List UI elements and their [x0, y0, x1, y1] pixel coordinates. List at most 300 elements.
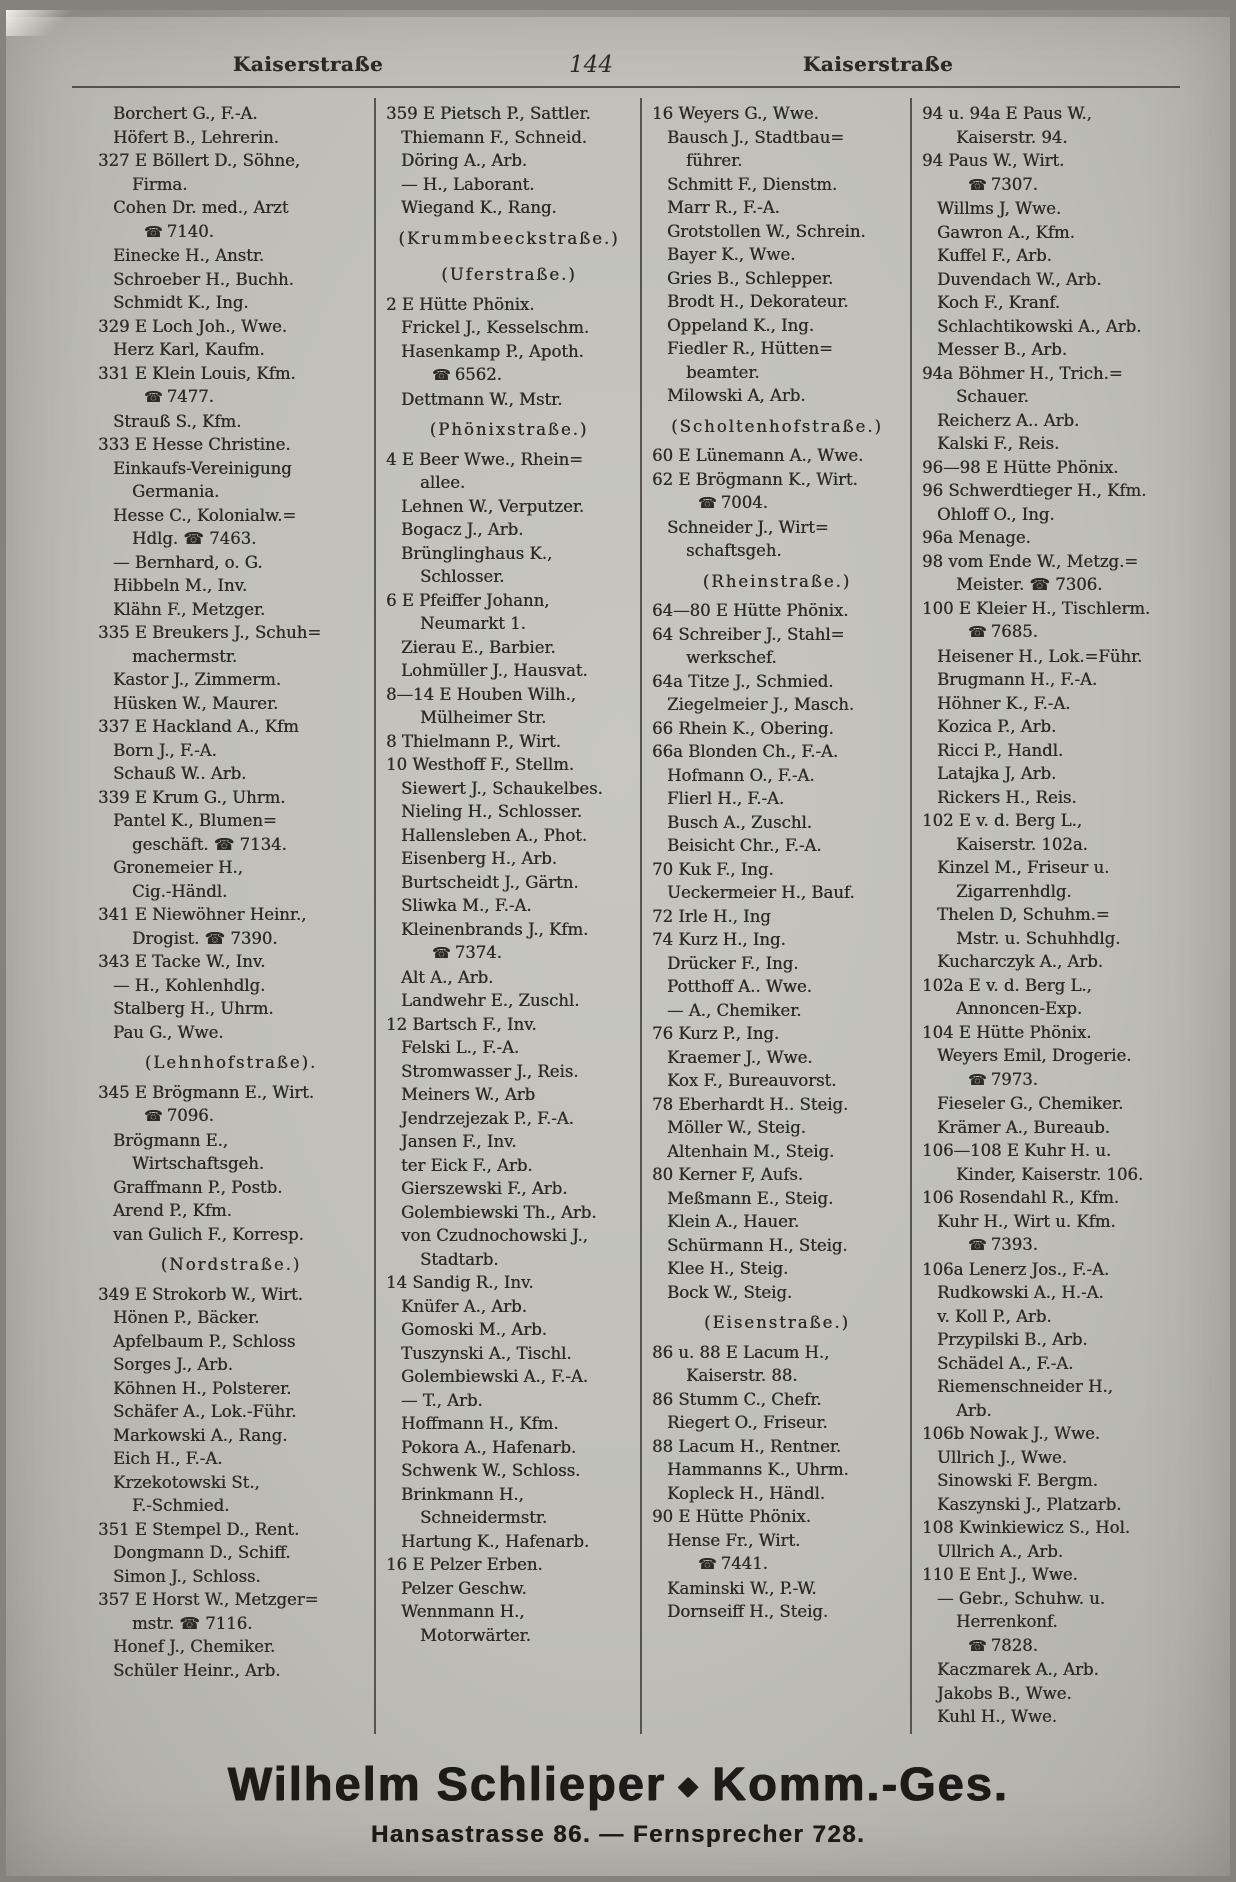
- directory-entry: Ueckermeier H., Bauf.: [667, 883, 855, 902]
- entry-continuation: Germania.: [132, 482, 220, 501]
- entry-continuation: Arb.: [956, 1400, 992, 1420]
- directory-entry: — Gebr., Schuhw. u.: [937, 1588, 1106, 1608]
- directory-entry: Pelzer Geschw.: [401, 1578, 527, 1598]
- directory-entry: 16 Weyers G., Wwe.: [652, 104, 819, 123]
- directory-column-3: [652, 102, 902, 1624]
- directory-entry: Golembiewski A., F.-A.: [401, 1367, 589, 1386]
- directory-entry: Fieseler G., Chemiker.: [937, 1094, 1124, 1113]
- directory-entry: Weyers Emil, Drogerie.: [937, 1046, 1132, 1065]
- directory-entry: Einecke H., Anstr.: [113, 246, 265, 265]
- directory-entry: Felski L., F.-A.: [401, 1038, 520, 1057]
- directory-entry: Kox F., Bureauvorst.: [667, 1071, 837, 1090]
- directory-entry: Siewert J., Schaukelbes.: [401, 778, 603, 798]
- directory-entry: Stalberg H., Uhrm.: [113, 999, 274, 1018]
- page-number: 144: [569, 52, 613, 78]
- advertisement: [6, 1756, 1230, 1849]
- phone-line: [98, 1104, 364, 1129]
- scanned-page: [6, 10, 1230, 1876]
- directory-entry: Hallensleben A., Phot.: [401, 825, 588, 845]
- header-street-left: Kaiserstraße: [232, 52, 384, 76]
- directory-entry: 94a Böhmer H., Trich.=: [922, 363, 1123, 383]
- directory-entry: 8—14 E Houben Wilh.,: [386, 684, 577, 704]
- directory-entry: Oppeland K., Ing.: [667, 315, 814, 335]
- directory-entry: 64—80 E Hütte Phönix.: [652, 601, 849, 620]
- directory-entry: Krämer A., Bureaub.: [937, 1117, 1110, 1137]
- entry-continuation: mstr. ☎ 7116.: [132, 1613, 253, 1633]
- directory-entry: Lohmüller J., Hausvat.: [401, 661, 588, 680]
- phone-number: 7096.: [166, 1106, 214, 1125]
- entry-continuation: Wirtschaftsgeh.: [132, 1154, 265, 1173]
- directory-entry: Jendrzejezak P., F.-A.: [401, 1108, 574, 1128]
- directory-columns: [6, 98, 1230, 1738]
- directory-entry: Borchert G., F.-A.: [113, 104, 258, 123]
- phone-number: 6562.: [454, 365, 502, 384]
- directory-entry: Hammanns K., Uhrm.: [667, 1460, 849, 1479]
- directory-entry: von Czudnochowski J.,: [401, 1226, 588, 1245]
- directory-entry: — T., Arb.: [401, 1390, 483, 1410]
- telephone-icon: ☎: [144, 1107, 163, 1125]
- directory-entry: Arend P., Kfm.: [113, 1201, 232, 1220]
- entry-continuation: Kaiserstr. 102a.: [956, 834, 1088, 854]
- directory-entry: — H., Laborant.: [401, 174, 535, 194]
- ad-address-line: Hansastrasse 86. — Fernsprecher 728.: [370, 1821, 866, 1848]
- directory-entry: Busch A., Zuschl.: [667, 812, 812, 832]
- directory-entry: Altenhain M., Steig.: [667, 1141, 835, 1161]
- header-rule: [72, 86, 1180, 88]
- phone-line: [386, 363, 632, 388]
- directory-entry: Sinowski F. Bergm.: [937, 1471, 1098, 1490]
- entry-continuation: Firma.: [132, 174, 188, 194]
- street-heading: (Rheinstraße.): [702, 571, 852, 591]
- directory-entry: Hoffmann H., Kfm.: [401, 1414, 559, 1433]
- entry-continuation: Cig.-Händl.: [132, 881, 228, 901]
- directory-entry: Riegert O., Friseur.: [667, 1413, 828, 1432]
- directory-entry: Brögmann E.,: [113, 1130, 229, 1150]
- telephone-icon: ☎: [968, 175, 987, 194]
- directory-entry: Kastor J., Zimmerm.: [113, 670, 281, 689]
- street-heading: (Phönixstraße.): [429, 420, 589, 439]
- directory-entry: Beisicht Chr., F.-A.: [667, 836, 822, 855]
- entry-continuation: Neumarkt 1.: [420, 614, 526, 633]
- directory-entry: Schroeber H., Buchh.: [113, 269, 294, 289]
- directory-entry: Ohloff O., Ing.: [937, 504, 1055, 524]
- directory-entry: Jakobs B., Wwe.: [937, 1683, 1072, 1703]
- street-heading: (Lehnhofstraße).: [144, 1053, 318, 1072]
- directory-entry: 341 E Niewöhner Heinr.,: [98, 905, 307, 924]
- directory-entry: 345 E Brögmann E., Wirt.: [98, 1082, 315, 1102]
- directory-entry: 100 E Kleier H., Tischlerm.: [922, 598, 1151, 618]
- directory-entry: Schneider J., Wirt=: [667, 517, 829, 537]
- directory-entry: Dornseiff H., Steig.: [667, 1602, 829, 1621]
- telephone-icon: ☎: [698, 494, 717, 512]
- directory-entry: 12 Bartsch F., Inv.: [386, 1014, 537, 1034]
- directory-entry: Gawron A., Kfm.: [937, 222, 1075, 242]
- directory-entry: Jansen F., Inv.: [401, 1132, 517, 1151]
- directory-entry: 70 Kuk F., Ing.: [652, 859, 774, 879]
- entry-continuation: Kaiserstr. 94.: [956, 127, 1068, 147]
- directory-entry: 10 Westhoff F., Stellm.: [386, 755, 575, 774]
- directory-entry: Ziegelmeier J., Masch.: [667, 695, 855, 714]
- entry-continuation: werkschef.: [686, 648, 777, 667]
- phone-number: 7477.: [166, 387, 214, 406]
- ad-title: [6, 1756, 1230, 1811]
- directory-entry: Sliwka M., F.-A.: [401, 896, 532, 915]
- directory-entry: Lehnen W., Verputzer.: [401, 496, 585, 516]
- telephone-icon: ☎: [698, 1555, 717, 1573]
- street-heading: (Krummbeeckstraße.): [398, 228, 620, 248]
- directory-entry: Gries B., Schlepper.: [667, 268, 834, 288]
- directory-entry: Hibbeln M., Inv.: [113, 576, 248, 595]
- column-divider: [910, 98, 912, 1734]
- directory-entry: Brinkmann H.,: [401, 1484, 524, 1504]
- directory-entry: 106 Rosendahl R., Kfm.: [922, 1188, 1119, 1207]
- phone-number: 7441.: [720, 1554, 768, 1573]
- directory-entry: 62 E Brögmann K., Wirt.: [652, 469, 858, 489]
- directory-entry: 16 E Pelzer Erben.: [386, 1555, 543, 1574]
- directory-entry: Klähn F., Metzger.: [113, 599, 266, 619]
- directory-entry: 76 Kurz P., Ing.: [652, 1024, 780, 1043]
- directory-entry: Kuffel F., Arb.: [937, 246, 1052, 265]
- street-heading: (Nordstraße.): [160, 1255, 302, 1274]
- entry-continuation: Drogist. ☎ 7390.: [132, 928, 278, 948]
- directory-entry: 66 Rhein K., Obering.: [652, 718, 834, 738]
- directory-entry: Krzekotowski St.,: [113, 1472, 260, 1492]
- directory-entry: Hüsken W., Maurer.: [113, 693, 279, 713]
- directory-entry: Hartung K., Hafenarb.: [401, 1531, 590, 1551]
- entry-continuation: allee.: [420, 473, 466, 492]
- directory-entry: Strauß S., Kfm.: [113, 411, 242, 431]
- directory-entry: Hesse C., Kolonialw.=: [113, 505, 297, 525]
- directory-entry: Schüler Heinr., Arb.: [113, 1660, 281, 1680]
- directory-entry: 102 E v. d. Berg L.,: [922, 811, 1082, 830]
- directory-entry: Graffmann P., Postb.: [113, 1177, 283, 1197]
- entry-continuation: beamter.: [686, 362, 760, 382]
- directory-entry: 96 Schwerdtieger H., Kfm.: [922, 481, 1147, 500]
- street-heading: (Scholtenhofstraße.): [671, 416, 883, 436]
- directory-entry: Kopleck H., Händl.: [667, 1483, 825, 1503]
- scan-corner-highlight: [6, 10, 76, 36]
- directory-entry: Markowski A., Rang.: [113, 1425, 288, 1445]
- directory-entry: 60 E Lünemann A., Wwe.: [652, 446, 864, 465]
- directory-entry: Simon J., Schloss.: [113, 1566, 261, 1586]
- entry-continuation: Herrenkonf.: [956, 1612, 1058, 1631]
- phone-line: [98, 385, 364, 410]
- directory-entry: 94 Paus W., Wirt.: [922, 151, 1065, 170]
- street-heading: (Uferstraße.): [441, 265, 577, 284]
- entry-continuation: schaftsgeh.: [686, 541, 782, 560]
- phone-line: [652, 1552, 902, 1577]
- directory-entry: 14 Sandig R., Inv.: [386, 1273, 534, 1292]
- directory-entry: Brugmann H., F.-A.: [937, 670, 1098, 689]
- directory-entry: Sorges J., Arb.: [113, 1355, 233, 1374]
- directory-entry: Pau G., Wwe.: [113, 1022, 224, 1042]
- directory-entry: 349 E Strokorb W., Wirt.: [98, 1284, 303, 1304]
- directory-entry: Schäfer A., Lok.-Führ.: [113, 1402, 297, 1421]
- directory-entry: — Bernhard, o. G.: [113, 552, 263, 572]
- directory-entry: Dongmann D., Schiff.: [113, 1543, 291, 1562]
- entry-continuation: Schlosser.: [420, 567, 505, 586]
- entry-continuation: machermstr.: [132, 646, 238, 666]
- phone-line: [922, 1068, 1174, 1093]
- directory-entry: Burtscheidt J., Gärtn.: [401, 872, 579, 892]
- directory-entry: Marr R., F.-A.: [667, 198, 780, 217]
- directory-entry: 327 E Böllert D., Söhne,: [98, 151, 301, 170]
- directory-entry: van Gulich F., Korresp.: [113, 1224, 304, 1244]
- directory-entry: Klee H., Steig.: [667, 1259, 789, 1278]
- directory-entry: Cohen Dr. med., Arzt: [113, 198, 289, 217]
- directory-entry: Flierl H., F.-A.: [667, 789, 785, 808]
- entry-continuation: Motorwärter.: [420, 1625, 531, 1645]
- scan-edge-band: [6, 10, 1230, 17]
- directory-entry: Zierau E., Barbier.: [401, 637, 556, 657]
- directory-entry: Bayer K., Wwe.: [667, 245, 796, 264]
- directory-entry: Kaczmarek A., Arb.: [937, 1660, 1099, 1679]
- directory-entry: 6 E Pfeiffer Johann,: [386, 590, 550, 610]
- directory-entry: 333 E Hesse Christine.: [98, 435, 291, 454]
- directory-entry: 110 E Ent J., Wwe.: [922, 1565, 1078, 1584]
- directory-entry: 96a Menage.: [922, 528, 1031, 547]
- directory-entry: Dettmann W., Mstr.: [401, 389, 563, 409]
- directory-entry: Willms J, Wwe.: [937, 199, 1062, 218]
- telephone-icon: ☎: [144, 222, 163, 241]
- entry-continuation: Kaiserstr. 88.: [686, 1366, 798, 1385]
- directory-entry: 98 vom Ende W., Metzg.=: [922, 551, 1139, 571]
- directory-entry: 64 Schreiber J., Stahl=: [652, 624, 845, 644]
- directory-entry: 337 E Hackland A., Kfm: [98, 717, 299, 736]
- phone-line: [922, 1233, 1174, 1258]
- telephone-icon: ☎: [968, 1636, 987, 1655]
- entry-continuation: führer.: [686, 151, 743, 170]
- directory-entry: Wennmann H.,: [401, 1602, 525, 1621]
- directory-entry: Schädel A., F.-A.: [937, 1353, 1074, 1373]
- column-divider: [640, 98, 642, 1734]
- directory-entry: Eisenberg H., Arb.: [401, 849, 557, 868]
- directory-entry: Riemenschneider H.,: [937, 1377, 1113, 1396]
- directory-entry: Wiegand K., Rang.: [401, 198, 557, 217]
- telephone-icon: ☎: [968, 1236, 987, 1254]
- directory-entry: Herz Karl, Kaufm.: [113, 340, 265, 359]
- directory-entry: Nieling H., Schlosser.: [401, 802, 582, 821]
- phone-number: 7004.: [720, 493, 768, 512]
- directory-entry: Stromwasser J., Reis.: [401, 1061, 579, 1081]
- directory-entry: Höhner K., F.-A.: [937, 693, 1071, 713]
- telephone-icon: ☎: [144, 388, 163, 406]
- directory-entry: Hasenkamp P., Apoth.: [401, 341, 584, 361]
- directory-entry: v. Koll P., Arb.: [937, 1306, 1052, 1326]
- directory-entry: Schwenk W., Schloss.: [401, 1461, 581, 1480]
- directory-entry: Schlachtikowski A., Arb.: [937, 316, 1142, 336]
- directory-entry: 106a Lenerz Jos., F.-A.: [922, 1259, 1110, 1279]
- directory-entry: 86 u. 88 E Lacum H.,: [652, 1342, 830, 1362]
- directory-entry: Kaszynski J., Platzarb.: [937, 1494, 1122, 1514]
- directory-entry: Drücker F., Ing.: [667, 953, 799, 973]
- directory-entry: Alt A., Arb.: [401, 967, 494, 987]
- directory-entry: ter Eick F., Arb.: [401, 1155, 533, 1175]
- directory-entry: 94 u. 94a E Paus W.,: [922, 104, 1092, 123]
- telephone-icon: ☎: [968, 623, 987, 641]
- directory-entry: Brünglinghaus K.,: [401, 543, 553, 563]
- directory-entry: Kuhr H., Wirt u. Kfm.: [937, 1211, 1116, 1231]
- diamond-ornament-icon: ◆: [677, 1771, 700, 1801]
- directory-entry: Born J., F.-A.: [113, 740, 217, 760]
- directory-entry: Kuhl H., Wwe.: [937, 1707, 1057, 1726]
- directory-column-4: [922, 102, 1174, 1729]
- entry-continuation: Hdlg. ☎ 7463.: [132, 529, 257, 548]
- directory-entry: Messer B., Arb.: [937, 340, 1067, 359]
- directory-entry: 64a Titze J., Schmied.: [652, 671, 834, 691]
- directory-entry: Kaminski W., P.-W.: [667, 1578, 817, 1598]
- directory-entry: 343 E Tacke W., Inv.: [98, 952, 266, 971]
- directory-entry: 108 Kwinkiewicz S., Hol.: [922, 1518, 1131, 1537]
- phone-number: 7307.: [990, 174, 1038, 194]
- directory-entry: Fiedler R., Hütten=: [667, 339, 833, 358]
- directory-entry: Apfelbaum P., Schloss: [113, 1331, 296, 1351]
- directory-entry: Kalski F., Reis.: [937, 434, 1060, 453]
- directory-entry: Bogacz J., Arb.: [401, 520, 524, 539]
- directory-entry: Klein A., Hauer.: [667, 1212, 800, 1231]
- directory-entry: 72 Irle H., Ing: [652, 906, 771, 926]
- entry-continuation: Mstr. u. Schuhhdlg.: [956, 928, 1121, 948]
- directory-entry: 106b Nowak J., Wwe.: [922, 1424, 1101, 1443]
- directory-entry: Brodt H., Dekorateur.: [667, 292, 849, 311]
- directory-entry: Kucharczyk A., Arb.: [937, 952, 1103, 971]
- entry-continuation: geschäft. ☎ 7134.: [132, 834, 287, 854]
- directory-entry: Grotstollen W., Schrein.: [667, 221, 866, 241]
- phone-number: 7374.: [454, 943, 502, 962]
- directory-entry: — H., Kohlenhdlg.: [113, 975, 266, 995]
- directory-entry: 66a Blonden Ch., F.-A.: [652, 742, 839, 761]
- directory-entry: 104 E Hütte Phönix.: [922, 1022, 1092, 1042]
- entry-continuation: Stadtarb.: [420, 1249, 499, 1269]
- phone-line: [386, 941, 632, 966]
- directory-entry: Bock W., Steig.: [667, 1282, 793, 1302]
- directory-entry: 357 E Horst W., Metzger=: [98, 1590, 319, 1609]
- directory-entry: Ricci P., Handl.: [937, 740, 1064, 760]
- directory-entry: 8 Thielmann P., Wirt.: [386, 731, 561, 751]
- directory-entry: 88 Lacum H., Rentner.: [652, 1436, 842, 1456]
- directory-entry: Meiners W., Arb: [401, 1085, 536, 1104]
- directory-entry: Milowski A, Arb.: [667, 386, 806, 405]
- phone-line: [98, 220, 364, 245]
- directory-entry: Thelen D, Schuhm.=: [937, 905, 1110, 924]
- ad-company-type: Komm.-Ges.: [711, 1757, 1009, 1810]
- directory-entry: Hense Fr., Wirt.: [667, 1530, 801, 1550]
- directory-entry: Schmidt K., Ing.: [113, 293, 249, 312]
- directory-entry: Meßmann E., Steig.: [667, 1188, 834, 1208]
- directory-entry: Kozica P., Arb.: [937, 717, 1057, 736]
- directory-entry: Koch F., Kranf.: [937, 293, 1060, 312]
- directory-entry: 4 E Beer Wwe., Rhein=: [386, 449, 583, 469]
- directory-entry: Döring A., Arb.: [401, 151, 528, 170]
- directory-entry: Potthoff A.. Wwe.: [667, 977, 812, 996]
- directory-entry: 2 E Hütte Phönix.: [386, 294, 535, 314]
- directory-entry: Bausch J., Stadtbau=: [667, 127, 845, 147]
- directory-entry: Ullrich A., Arb.: [937, 1541, 1063, 1561]
- phone-number: 7140.: [166, 221, 214, 241]
- directory-entry: Schmitt F., Dienstm.: [667, 174, 838, 194]
- directory-entry: Heisener H., Lok.=Führ.: [937, 646, 1143, 666]
- directory-entry: 74 Kurz H., Ing.: [652, 930, 786, 949]
- directory-entry: 78 Eberhardt H.. Steig.: [652, 1094, 849, 1114]
- directory-entry: Honef J., Chemiker.: [113, 1637, 276, 1656]
- directory-entry: 339 E Krum G., Uhrm.: [98, 787, 286, 807]
- directory-entry: Gierszewski F., Arb.: [401, 1179, 568, 1198]
- directory-entry: Ullrich J., Wwe.: [937, 1447, 1067, 1467]
- entry-continuation: Schneidermstr.: [420, 1508, 548, 1527]
- directory-entry: Kleinenbrands J., Kfm.: [401, 919, 589, 939]
- directory-entry: Thiemann F., Schneid.: [401, 127, 587, 147]
- page-header: [6, 52, 1230, 82]
- directory-entry: 359 E Pietsch P., Sattler.: [386, 104, 591, 123]
- entry-continuation: Schauer.: [956, 387, 1029, 406]
- directory-entry: Pantel K., Blumen=: [113, 811, 277, 830]
- directory-entry: Köhnen H., Polsterer.: [113, 1378, 292, 1398]
- entry-continuation: F.-Schmied.: [132, 1496, 230, 1515]
- phone-line: [922, 620, 1174, 645]
- telephone-icon: ☎: [432, 366, 451, 384]
- directory-entry: Tuszynski A., Tischl.: [401, 1343, 572, 1363]
- directory-entry: Eich H., F.-A.: [113, 1449, 223, 1468]
- directory-entry: Latajka J, Arb.: [937, 764, 1057, 783]
- directory-entry: 335 E Breukers J., Schuh=: [98, 623, 322, 642]
- entry-continuation: Mülheimer Str.: [420, 708, 547, 727]
- directory-entry: Rickers H., Reis.: [937, 787, 1077, 807]
- street-heading: (Eisenstraße.): [704, 1313, 850, 1332]
- phone-line: [652, 491, 902, 516]
- entry-continuation: Kinder, Kaiserstr. 106.: [956, 1164, 1144, 1184]
- directory-entry: Einkaufs-Vereinigung: [113, 458, 292, 478]
- directory-entry: Kinzel M., Friseur u.: [937, 858, 1110, 877]
- entry-continuation: Meister. ☎ 7306.: [956, 575, 1103, 594]
- phone-number: 7393.: [990, 1235, 1038, 1254]
- directory-entry: 351 E Stempel D., Rent.: [98, 1519, 300, 1539]
- header-street-right: Kaiserstraße: [802, 52, 954, 76]
- directory-entry: 96—98 E Hütte Phönix.: [922, 457, 1119, 477]
- phone-line: [922, 1634, 1174, 1659]
- directory-entry: Landwehr E., Zuschl.: [401, 991, 580, 1010]
- directory-entry: Kraemer J., Wwe.: [667, 1047, 813, 1067]
- directory-entry: Knüfer A., Arb.: [401, 1296, 527, 1316]
- directory-entry: Rudkowski A., H.-A.: [937, 1283, 1104, 1302]
- directory-entry: Gomoski M., Arb.: [401, 1320, 547, 1339]
- directory-entry: Pokora A., Hafenarb.: [401, 1437, 577, 1457]
- directory-entry: Hofmann O., F.-A.: [667, 765, 815, 785]
- directory-entry: Schauß W.. Arb.: [113, 764, 247, 783]
- directory-entry: 86 Stumm C., Chefr.: [652, 1389, 822, 1409]
- directory-entry: 329 E Loch Joh., Wwe.: [98, 316, 288, 336]
- phone-number: 7828.: [990, 1635, 1038, 1655]
- phone-line: [922, 173, 1174, 198]
- directory-column-1: [98, 102, 364, 1682]
- entry-continuation: Annoncen-Exp.: [956, 999, 1083, 1018]
- phone-number: 7973.: [990, 1069, 1038, 1089]
- directory-entry: Golembiewski Th., Arb.: [401, 1202, 597, 1222]
- directory-entry: 102a E v. d. Berg L.,: [922, 975, 1092, 995]
- directory-entry: Przypilski B., Arb.: [937, 1330, 1088, 1349]
- directory-entry: Duvendach W., Arb.: [937, 269, 1102, 289]
- directory-entry: 106—108 E Kuhr H. u.: [922, 1141, 1112, 1160]
- directory-entry: 80 Kerner F, Aufs.: [652, 1165, 804, 1184]
- directory-entry: Gronemeier H.,: [113, 858, 243, 877]
- telephone-icon: ☎: [432, 944, 451, 962]
- column-divider: [374, 98, 376, 1734]
- directory-column-2: [386, 102, 632, 1647]
- directory-entry: Hönen P., Bäcker.: [113, 1308, 260, 1327]
- directory-entry: Möller W., Steig.: [667, 1118, 806, 1137]
- directory-entry: 90 E Hütte Phönix.: [652, 1507, 811, 1526]
- directory-entry: Schürmann H., Steig.: [667, 1235, 848, 1255]
- directory-entry: Frickel J., Kesselschm.: [401, 318, 590, 337]
